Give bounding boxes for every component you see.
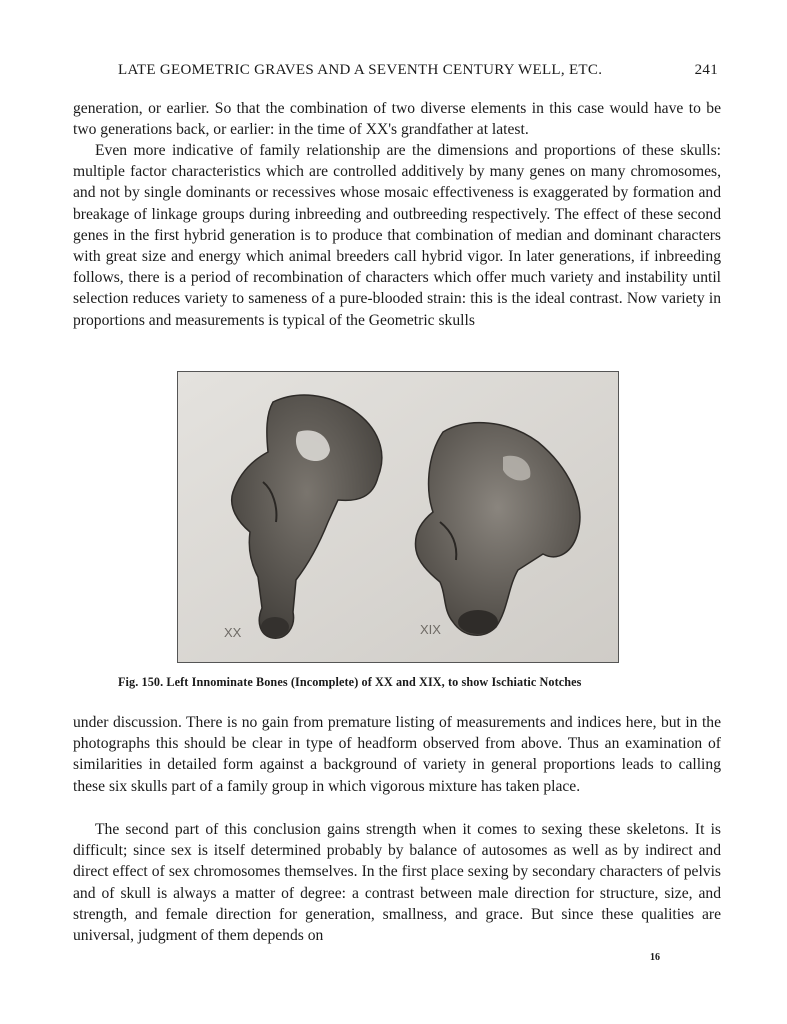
paragraph-4: The second part of this conclusion gains strength when it comes to sexing these skeletons. It is difficult; since sex is itself determined probably by balance of autosomes as well as by indirect and direct effect of sex chromosomes themselves. In the first place sexing by secondary characters of pelvis and of skull is always a matter of degree: a contrast between male direction for structure, size, and strength, and female direction for generation, smallness, and grace. But since these qualities are universal, judgment of them depends on xyxy=(73,821,721,945)
label-xx: XX xyxy=(224,625,242,640)
running-head xyxy=(118,62,718,79)
figure-photo xyxy=(177,371,619,663)
running-head-title: LATE GEOMETRIC GRAVES AND A SEVENTH CENTURY WELL, ETC. xyxy=(118,62,603,78)
page-number: 241 xyxy=(694,62,718,78)
bones-photograph xyxy=(178,372,618,662)
label-xix: XIX xyxy=(420,622,441,637)
figure-caption: Fig. 150. Left Innominate Bones (Incomplete) of XX and XIX, to show Ischiatic Notches xyxy=(118,675,582,689)
paragraph-1: generation, or earlier. So that the combination of two diverse elements in this case would have to be two generations back, or earlier: in the time of XX's grandfather at latest. xyxy=(73,100,721,139)
signature-mark: 16 xyxy=(650,952,660,963)
paragraph-3: under discussion. There is no gain from premature listing of measurements and indices here, but in the photographs this should be clear in type of headform observed from above. Thus an examination of similarities in detailed form against a background of variety in general proportions leads to calling these six skulls part of a family group in which vigorous mixture has taken place. xyxy=(73,714,721,795)
paragraph-2: Even more indicative of family relationship are the dimensions and proportions of these skulls: multiple factor characteristics which are controlled additively by many genes on many chromosomes, and not by single dominants or recessives whose mosaic effectiveness is exaggerated by formation and breakage of linkage groups during inbreeding and outbreeding respectively. The effect of these second genes in the first hybrid generation is to produce that combination of median and dominant characters with great size and energy which animal breeders call hybrid vigor. In later generations, if inbreeding follows, there is a period of recombination of characters which offer much variety and instability until selection reduces variety to sameness of a pure-blooded strain: this is the ideal contrast. Now variety in proportions and measurements is typical of the Geometric skulls xyxy=(73,142,721,329)
